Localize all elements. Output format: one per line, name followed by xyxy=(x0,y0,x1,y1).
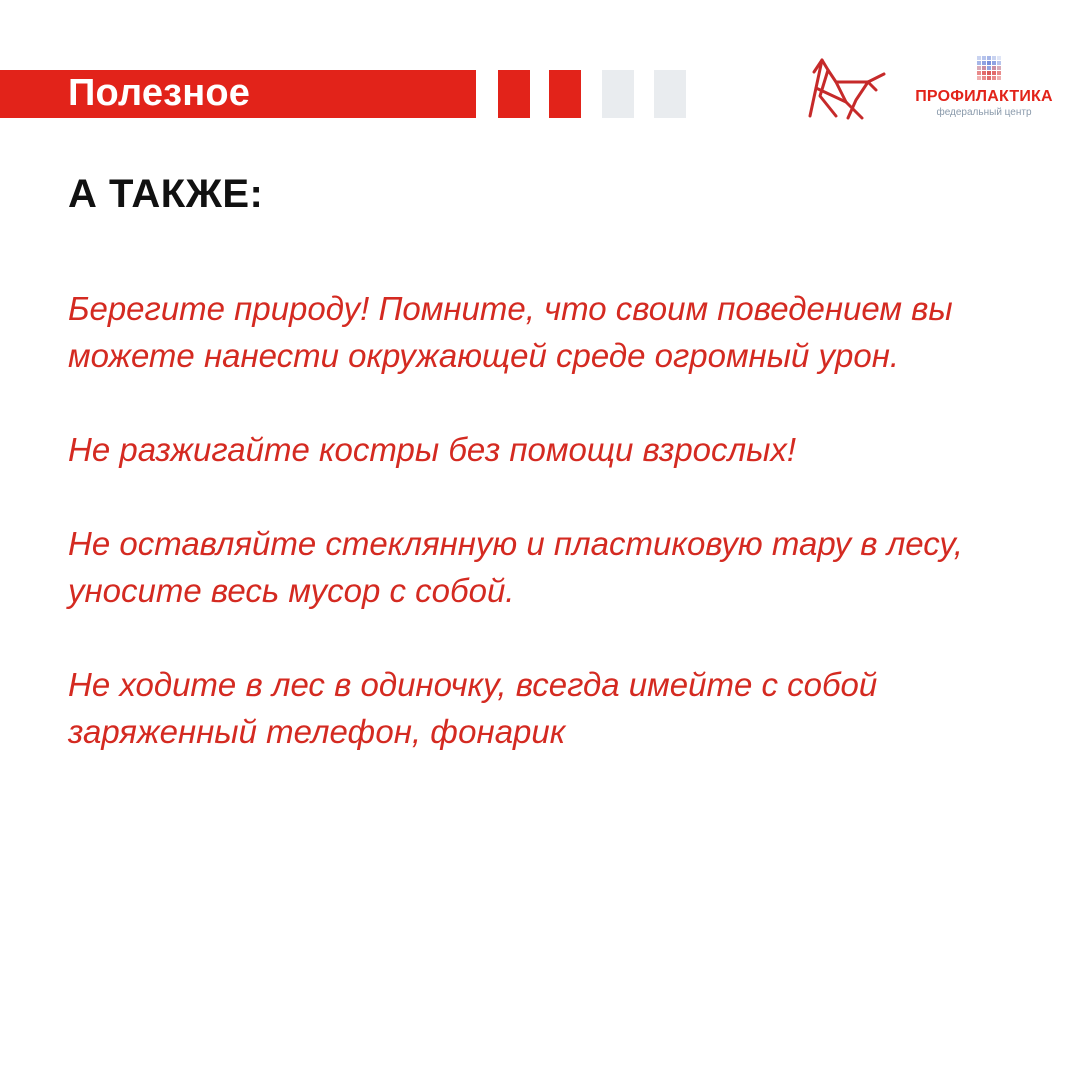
decor-square-gray-1 xyxy=(602,70,634,118)
tip-trash: Не оставляйте стеклянную и пластиковую тару в лесу, уносите весь мусор с собой. xyxy=(68,525,963,609)
decor-square-red-1 xyxy=(498,70,530,118)
decor-square-gray-2 xyxy=(654,70,686,118)
brand-subtitle: федеральный центр xyxy=(936,107,1032,118)
tip-alone: Не ходите в лес в одиночку, всегда имейте с собой заряженный телефон, фонарик xyxy=(68,666,878,750)
tip-fire: Не разжигайте костры без помощи взрослых! xyxy=(68,431,797,468)
brand-grid-icon xyxy=(977,56,1003,82)
section-title: А ТАКЖЕ: xyxy=(68,172,264,216)
tip-nature: Берегите природу! Помните, что своим поведением вы можете нанести окружающей среде огромный урон. xyxy=(68,290,953,374)
decor-square-red-2 xyxy=(549,70,581,118)
page-title: Полезное xyxy=(68,72,251,114)
horse-logo-icon xyxy=(806,52,890,124)
brand-name: ПРОФИЛАКТИКА xyxy=(915,88,1053,105)
tips-list xyxy=(68,285,1028,802)
